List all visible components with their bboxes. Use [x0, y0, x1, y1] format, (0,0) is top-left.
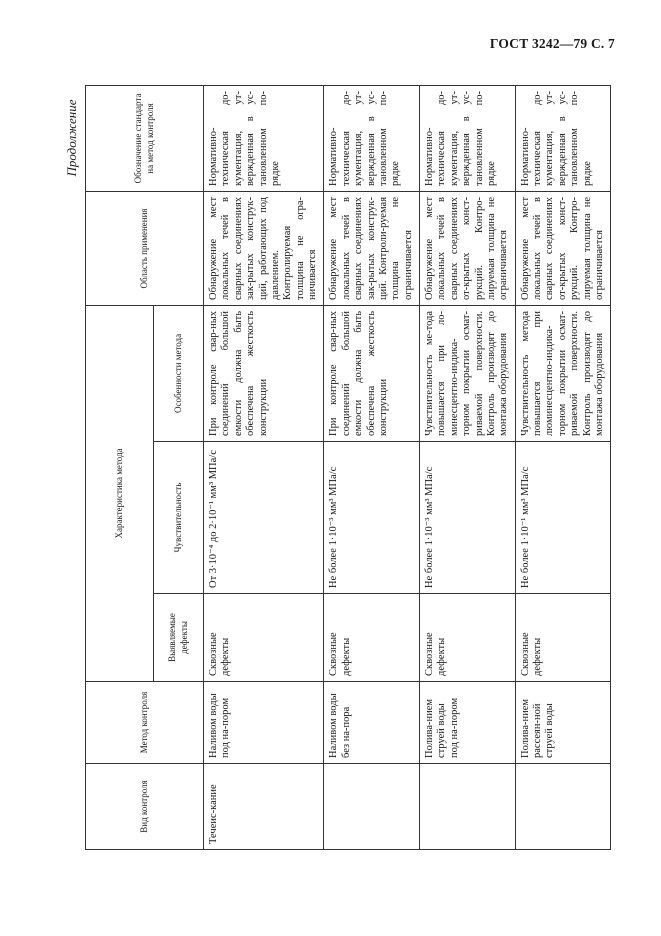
- cell-features: При контроле свар-ных соединений большой емкости должна быть обеспечена жесткость конструкции: [324, 305, 420, 441]
- control-methods-table: [85, 85, 611, 850]
- cell-vid: [324, 764, 420, 850]
- cell-features: При контроле свар-ных соединений большой емкости должна быть обеспечена жесткость конструкции: [204, 305, 324, 441]
- cell-sensitivity: Не более 1·10⁻³ мм³ МПа/с: [420, 442, 516, 594]
- table-row: [515, 85, 611, 849]
- cell-area: Обнаружение мест локальных течей в сварных соединениях от-крытых конст-рукций. Контро-лируемая толщина не ограничивается: [420, 191, 516, 305]
- header-area: Область применения: [86, 191, 204, 305]
- header-method-characteristics: Характеристика метода: [86, 305, 154, 681]
- cell-standard: Нормативно-техническая до-кументация, ут-вержденная в ус-тановленном по-рядке: [420, 85, 516, 191]
- cell-area: Обнаружение мест локальных течей в сварных соединениях зак-рытых конструк-ций, работающих под давлением. Контролируемая толщина не огра-ничивается: [204, 191, 324, 305]
- cell-sensitivity: Не более 1·10⁻³ мм³ МПа/с: [324, 442, 420, 594]
- cell-features: Чувствительность ме-тода повышается при ло-минесцентно-индика-торном покрытии осмат-риваемой поверхности. Контроль производят до монтажа оборудования: [420, 305, 516, 441]
- cell-defects: Сквозные дефекты: [515, 594, 611, 682]
- cell-standard: Нормативно-техническая до-кументация, ут-вержденная в ус-тановленном по-рядке: [324, 85, 420, 191]
- cell-vid: Течеис-кание: [204, 764, 324, 850]
- header-sensitivity: Чувствительность: [154, 442, 204, 594]
- continuation-text: Продолжение: [64, 99, 79, 177]
- header-metod: Метод контроля: [86, 682, 204, 764]
- table-row: [324, 85, 420, 849]
- cell-vid: [420, 764, 516, 850]
- cell-metod: Наливом воды без на-пора: [324, 682, 420, 764]
- continuation-label: [62, 78, 82, 198]
- cell-standard: Нормативно-техническая до-кументация, ут-вержденная в ус-тановленном по-рядке: [204, 85, 324, 191]
- cell-sensitivity: Не более 1·10⁻¹ мм³ МПа/с: [515, 442, 611, 594]
- rotated-table-container: [85, 86, 605, 850]
- header-vid: Вид контроля: [86, 764, 204, 850]
- cell-metod: Полива-нием струей воды под на-пором: [420, 682, 516, 764]
- cell-metod: Полива-нием рассеян-ной струей воды: [515, 682, 611, 764]
- cell-features: Чувствительность метода повышается при люминесцентно-индика-торном покрытии осмат-риваемой поверхности. Контроль производят до монтажа оборудования: [515, 305, 611, 441]
- table-row: [420, 85, 516, 849]
- cell-metod: Наливом воды под на-пором: [204, 682, 324, 764]
- header-defects: Выявляемые дефекты: [154, 594, 204, 682]
- cell-sensitivity: От 3·10⁻⁴ до 2·10⁻¹ мм³ МПа/с: [204, 442, 324, 594]
- page-header: ГОСТ 3242—79 С. 7: [489, 36, 615, 51]
- header-standard: Обозначение стандарта на метод контроля: [86, 85, 204, 191]
- header-features: Особенности метода: [154, 305, 204, 441]
- cell-vid: [515, 764, 611, 850]
- table-row: [204, 85, 324, 849]
- table-area: [85, 86, 605, 850]
- cell-defects: Сквозные дефекты: [204, 594, 324, 682]
- cell-area: Обнаружение мест локальных течей в сварных соединениях зак-рытых конструк-ций. Контроли-руемая толщина не ограничивается: [324, 191, 420, 305]
- cell-defects: Сквозные дефекты: [324, 594, 420, 682]
- cell-area: Обнаружение мест локальных течей в сварных соединениях от-крытых конст-рукций. Контро-лируемая толщина не ограничивается: [515, 191, 611, 305]
- cell-standard: Нормативно-техническая до-кументация, ут-вержденная в ус-тановленном по-рядке: [515, 85, 611, 191]
- cell-defects: Сквозные дефекты: [420, 594, 516, 682]
